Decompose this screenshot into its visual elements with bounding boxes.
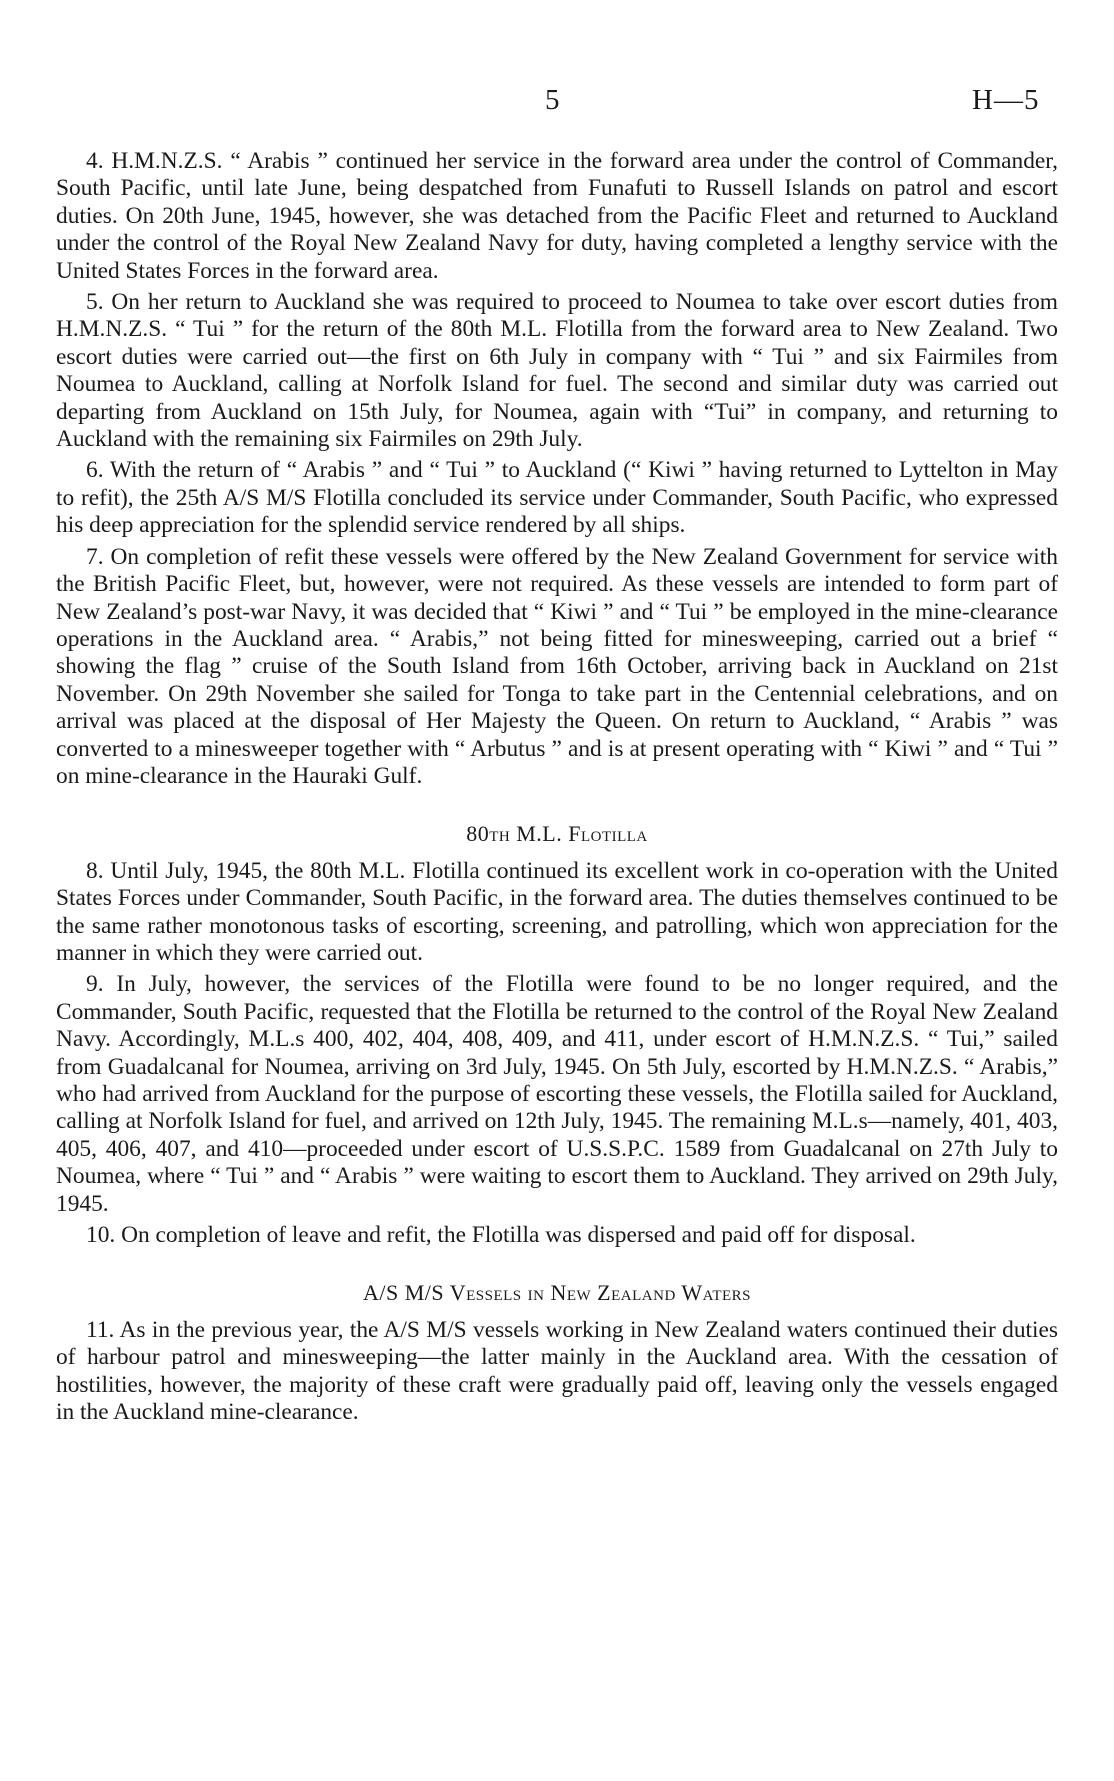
section-heading-80th-ml-flotilla: 80th M.L. Flotilla <box>466 821 648 847</box>
document-reference: H—5 <box>972 84 1040 116</box>
page-header <box>0 84 1114 124</box>
paragraph-11: 11. As in the previous year, the A/S M/S vessels working in New Zealand waters continued their duties of harbour patrol and minesweeping—the latter mainly in the Auckland area. With the cessation of hostilities, however, the majority of these craft were gradually paid off, leaving only the vessels engaged in the Auckland mine-clearance. <box>56 1316 1058 1426</box>
paragraph-7: 7. On completion of refit these vessels were offered by the New Zealand Government for service with the British Pacific Fleet, but, however, were not required. As these vessels are intended to form part of New Zealand’s post-war Navy, it was decided that “ Kiwi ” and “ Tui ” be employed in the mine-clearance operations in the Auckland area. “ Arabis,” not being fitted for minesweeping, carried out a brief “ showing the flag ” cruise of the South Island from 16th October, arriving back in Auckland on 21st November. On 29th November she sailed for Tonga to take part in the Centennial celebrations, and on arrival was placed at the disposal of Her Majesty the Queen. On return to Auckland, “ Arabis ” was converted to a minesweeper together with “ Arbutus ” and is at present operating with “ Kiwi ” and “ Tui ” on mine-clearance in the Hauraki Gulf. <box>56 543 1058 789</box>
page-number: 5 <box>545 84 560 116</box>
paragraph-9: 9. In July, however, the services of the Flotilla were found to be no longer required, and the Commander, South Pacific, requested that the Flotilla be returned to the control of the Royal New Zealand Navy. Accordingly, M.L.s 400, 402, 404, 408, 409, and 411, under escort of H.M.N.Z.S. “ Tui,” sailed from Guadalcanal for Noumea, arriving on 3rd July, 1945. On 5th July, escorted by H.M.N.Z.S. “ Arabis,” who had arrived from Auckland for the purpose of escorting these vessels, the Flotilla sailed for Auckland, calling at Norfolk Island for fuel, and arrived on 12th July, 1945. The remaining M.L.s—namely, 401, 403, 405, 406, 407, and 410—proceeded under escort of U.S.S.P.C. 1589 from Guadalcanal on 27th July to Noumea, where “ Tui ” and “ Arabis ” were waiting to escort them to Auckland. They arrived on 29th July, 1945. <box>56 971 1058 1217</box>
paragraph-6: 6. With the return of “ Arabis ” and “ Tui ” to Auckland (“ Kiwi ” having returned to Lyttelton in May to refit), the 25th A/S M/S Flotilla concluded its service under Commander, South Pacific, who expressed his deep appreciation for the splendid service rendered by all ships. <box>56 457 1058 539</box>
paragraph-8: 8. Until July, 1945, the 80th M.L. Flotilla continued its excellent work in co-operation with the United States Forces under Commander, South Pacific, in the forward area. The duties themselves continued to be the same rather monotonous tasks of escorting, screening, and patrolling, which won appreciation for the manner in which they were carried out. <box>56 857 1058 966</box>
paragraph-5: 5. On her return to Auckland she was required to proceed to Noumea to take over escort duties from H.M.N.Z.S. “ Tui ” for the return of the 80th M.L. Flotilla from the forward area to New Zealand. Two escort duties were carried out—the first on 6th July in company with “ Tui ” and six Fairmiles from Noumea to Auckland, calling at Norfolk Island for fuel. The second and similar duty was carried out departing from Auckland on 15th July, for Noumea, again with “Tui” in company, and returning to Auckland with the remaining six Fairmiles on 29th July. <box>56 289 1058 453</box>
paragraph-4: 4. H.M.N.Z.S. “ Arabis ” continued her service in the forward area under the control of Commander, South Pacific, until late June, being despatched from Funafuti to Russell Islands on patrol and escort duties. On 20th June, 1945, however, she was detached from the Pacific Fleet and returned to Auckland under the control of the Royal New Zealand Navy for duty, having completed a lengthy service with the United States Forces in the forward area. <box>56 148 1058 284</box>
paragraph-10: 10. On completion of leave and refit, the Flotilla was dispersed and paid off for disposal. <box>86 1222 916 1249</box>
section-heading-nz-waters: A/S M/S Vessels in New Zealand Waters <box>363 1280 751 1306</box>
body-text <box>56 148 1058 1430</box>
